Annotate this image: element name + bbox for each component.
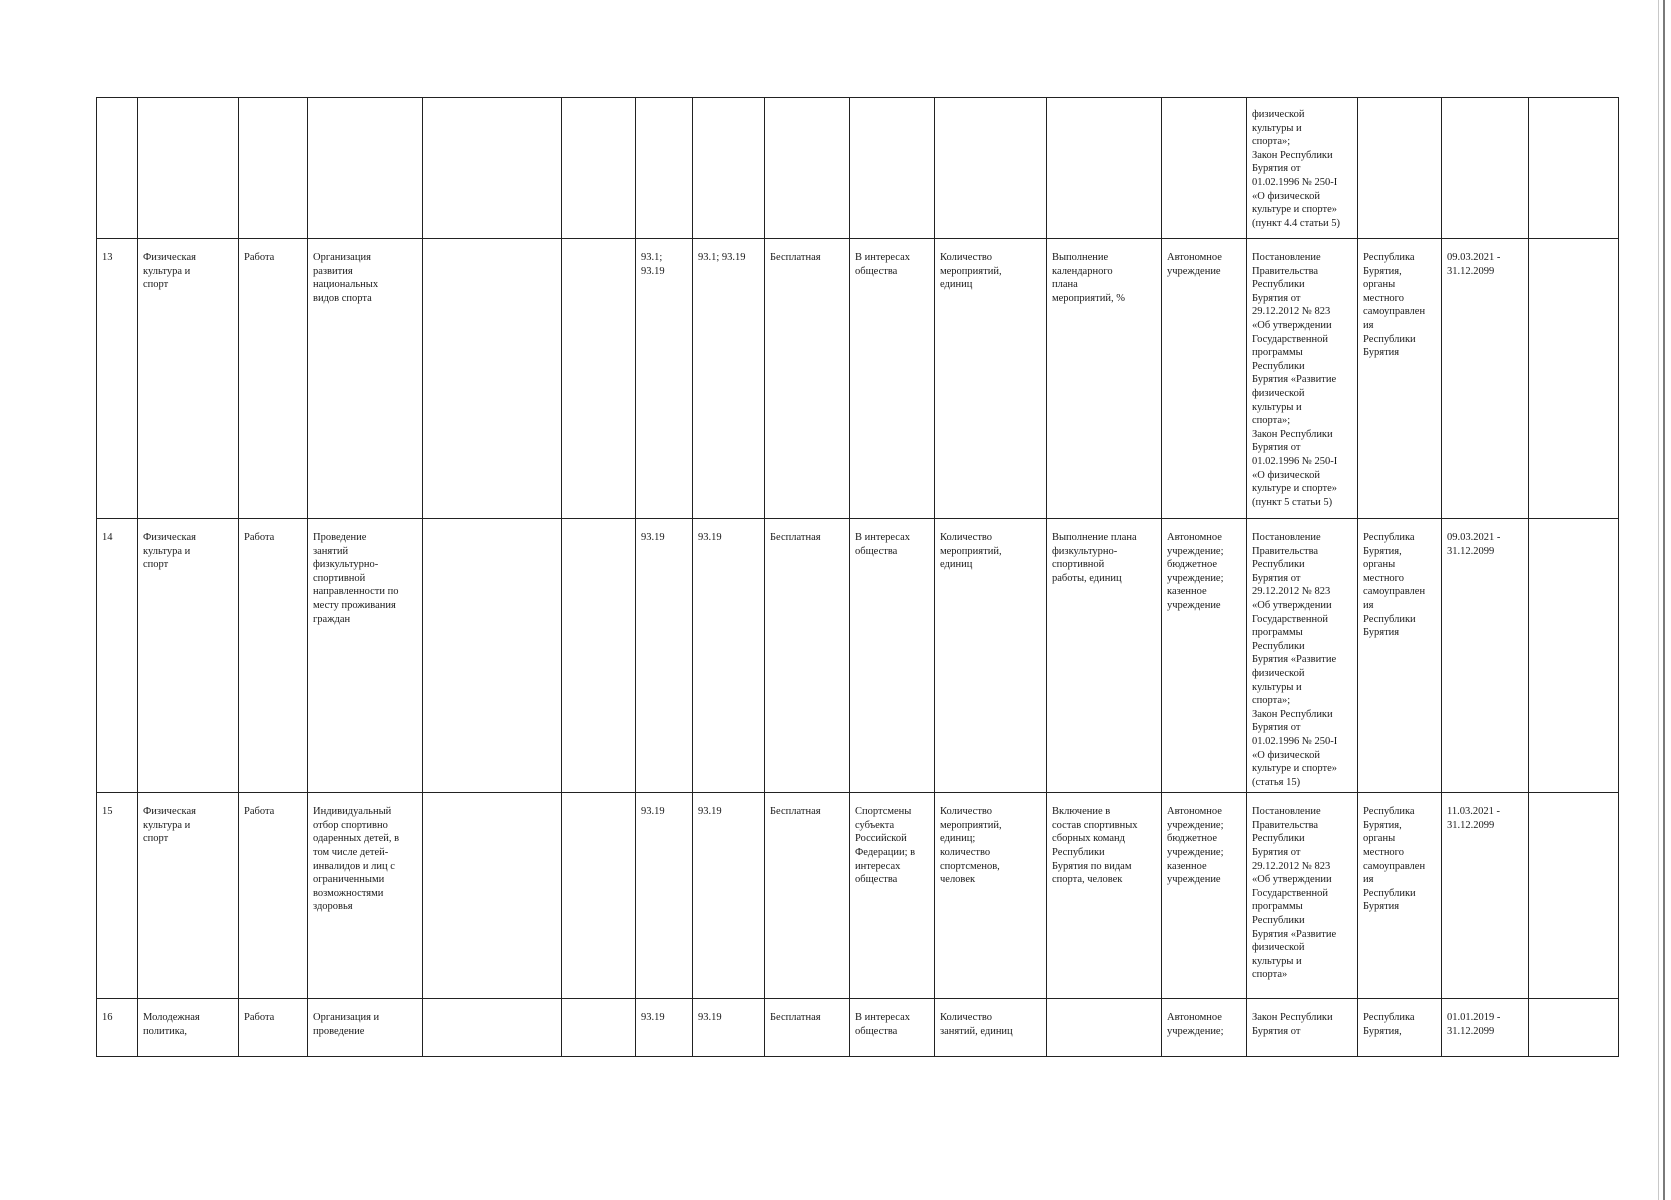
cell-payment (765, 98, 850, 239)
cell-quality: Выполнение плана физкультурно- спортивной работы, единиц (1047, 519, 1162, 793)
cell-sphere: Молодежная политика, (138, 999, 239, 1057)
cell-c17 (1529, 98, 1619, 239)
cell-quality: Выполнение календарного плана мероприятий, % (1047, 239, 1162, 519)
cell-c5 (423, 98, 562, 239)
cell-legal-basis: физической культуры и спорта»; Закон Республики Бурятия от 01.02.1996 № 250-I «О физической культуре и спорте» (пункт 4.4 статьи 5) (1247, 98, 1358, 239)
cell-payment: Бесплатная (765, 793, 850, 999)
cell-c17 (1529, 793, 1619, 999)
cell-type: Работа (239, 793, 308, 999)
cell-quality (1047, 98, 1162, 239)
cell-authority: Республика Бурятия, органы местного самоуправлен ия Республики Бурятия (1358, 519, 1442, 793)
registry-table (96, 97, 1619, 1057)
cell-c6 (562, 239, 636, 519)
cell-code1: 93.19 (636, 793, 693, 999)
cell-consumers: В интересах общества (850, 999, 935, 1057)
cell-c17 (1529, 239, 1619, 519)
cell-institution: Автономное учреждение; (1162, 999, 1247, 1057)
cell-sphere: Физическая культура и спорт (138, 239, 239, 519)
scan-page-edge-shadow (1658, 0, 1659, 1200)
cell-name: Организация развития национальных видов спорта (308, 239, 423, 519)
cell-volume: Количество занятий, единиц (935, 999, 1047, 1057)
cell-period: 11.03.2021 - 31.12.2099 (1442, 793, 1529, 999)
cell-num: 14 (97, 519, 138, 793)
cell-legal-basis: Постановление Правительства Республики Бурятия от 29.12.2012 № 823 «Об утверждении Государственной программы Республики Бурятия «Развитие физической культуры и спорта»; Закон Республики Бурятия от 01.02.1996 № 250-I «О физической культуре и спорте» (пункт 5 статьи 5) (1247, 239, 1358, 519)
cell-period: 01.01.2019 - 31.12.2099 (1442, 999, 1529, 1057)
cell-num: 16 (97, 999, 138, 1057)
cell-c17 (1529, 999, 1619, 1057)
scan-page-edge (1663, 0, 1665, 1200)
cell-authority: Республика Бурятия, органы местного самоуправлен ия Республики Бурятия (1358, 239, 1442, 519)
table-row-continuation (97, 98, 1619, 239)
cell-code2: 93.19 (693, 519, 765, 793)
cell-name: Проведение занятий физкультурно- спортивной направленности по месту проживания граждан (308, 519, 423, 793)
cell-institution: Автономное учреждение (1162, 239, 1247, 519)
cell-c5 (423, 793, 562, 999)
cell-code2: 93.1; 93.19 (693, 239, 765, 519)
cell-c17 (1529, 519, 1619, 793)
cell-volume: Количество мероприятий, единиц (935, 239, 1047, 519)
cell-authority: Республика Бурятия, (1358, 999, 1442, 1057)
table-row (97, 239, 1619, 519)
cell-code1: 93.19 (636, 999, 693, 1057)
cell-type: Работа (239, 999, 308, 1057)
cell-code2 (693, 98, 765, 239)
cell-code1: 93.19 (636, 519, 693, 793)
cell-c5 (423, 999, 562, 1057)
cell-name: Индивидуальный отбор спортивно одаренных детей, в том числе детей- инвалидов и лиц с ограниченными возможностями здоровья (308, 793, 423, 999)
cell-c5 (423, 519, 562, 793)
cell-code1: 93.1; 93.19 (636, 239, 693, 519)
cell-payment: Бесплатная (765, 999, 850, 1057)
cell-institution: Автономное учреждение; бюджетное учреждение; казенное учреждение (1162, 793, 1247, 999)
cell-c6 (562, 519, 636, 793)
table-row (97, 519, 1619, 793)
cell-c6 (562, 98, 636, 239)
cell-legal-basis: Постановление Правительства Республики Бурятия от 29.12.2012 № 823 «Об утверждении Государственной программы Республики Бурятия «Развитие физической культуры и спорта» (1247, 793, 1358, 999)
cell-num (97, 98, 138, 239)
cell-consumers: В интересах общества (850, 519, 935, 793)
cell-consumers (850, 98, 935, 239)
cell-volume (935, 98, 1047, 239)
cell-payment: Бесплатная (765, 239, 850, 519)
cell-consumers: Спортсмены субъекта Российской Федерации; в интересах общества (850, 793, 935, 999)
cell-sphere: Физическая культура и спорт (138, 519, 239, 793)
cell-sphere: Физическая культура и спорт (138, 793, 239, 999)
cell-sphere (138, 98, 239, 239)
cell-legal-basis: Постановление Правительства Республики Бурятия от 29.12.2012 № 823 «Об утверждении Государственной программы Республики Бурятия «Развитие физической культуры и спорта»; Закон Республики Бурятия от 01.02.1996 № 250-I «О физической культуре и спорте» (статья 15) (1247, 519, 1358, 793)
cell-legal-basis: Закон Республики Бурятия от (1247, 999, 1358, 1057)
cell-c6 (562, 793, 636, 999)
cell-c5 (423, 239, 562, 519)
cell-code2: 93.19 (693, 793, 765, 999)
cell-volume: Количество мероприятий, единиц (935, 519, 1047, 793)
cell-volume: Количество мероприятий, единиц; количество спортсменов, человек (935, 793, 1047, 999)
table-row (97, 793, 1619, 999)
cell-code1 (636, 98, 693, 239)
cell-institution (1162, 98, 1247, 239)
cell-type: Работа (239, 239, 308, 519)
cell-c6 (562, 999, 636, 1057)
table-row (97, 999, 1619, 1057)
cell-name (308, 98, 423, 239)
cell-num: 13 (97, 239, 138, 519)
cell-period: 09.03.2021 - 31.12.2099 (1442, 239, 1529, 519)
cell-period: 09.03.2021 - 31.12.2099 (1442, 519, 1529, 793)
cell-period (1442, 98, 1529, 239)
cell-quality: Включение в состав спортивных сборных команд Республики Бурятия по видам спорта, человек (1047, 793, 1162, 999)
cell-institution: Автономное учреждение; бюджетное учреждение; казенное учреждение (1162, 519, 1247, 793)
cell-consumers: В интересах общества (850, 239, 935, 519)
cell-name: Организация и проведение (308, 999, 423, 1057)
cell-authority (1358, 98, 1442, 239)
cell-authority: Республика Бурятия, органы местного самоуправлен ия Республики Бурятия (1358, 793, 1442, 999)
cell-quality (1047, 999, 1162, 1057)
cell-payment: Бесплатная (765, 519, 850, 793)
cell-type: Работа (239, 519, 308, 793)
cell-type (239, 98, 308, 239)
cell-num: 15 (97, 793, 138, 999)
cell-code2: 93.19 (693, 999, 765, 1057)
